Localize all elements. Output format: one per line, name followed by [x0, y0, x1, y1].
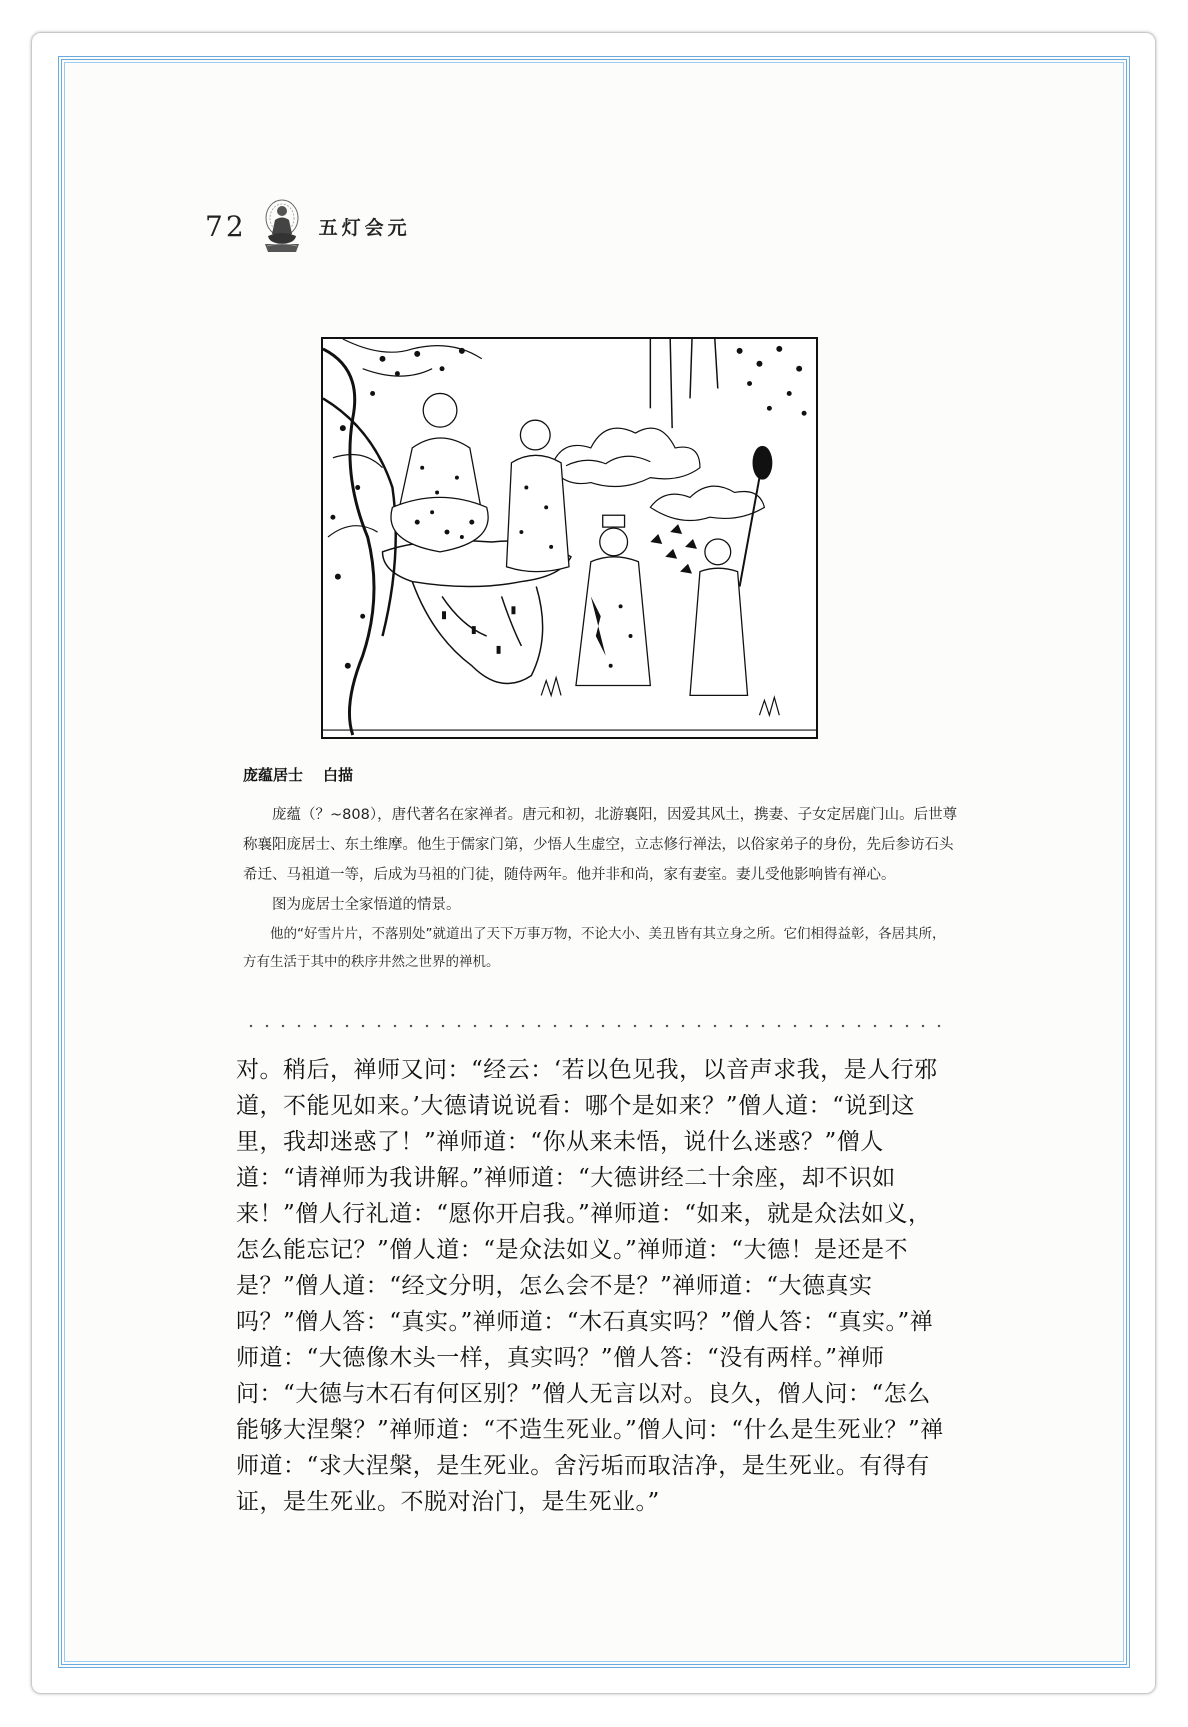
description-paragraph: 庞蕴（？~808），唐代著名在家禅者。唐元和初，北游襄阳，因爱其风土，携妻、子女定居鹿门山。后世尊称襄阳庞居士、东土维摩。他生于儒家门第，少悟人生虚空，立志修行禅法，以俗家弟子的身份，先后参访石头希迁、马祖道一等，后成为马祖的门徒，随侍两年。他并非和尚，家有妻室。妻儿受他影响皆有禅心。	[243, 807, 958, 883]
running-header	[205, 198, 411, 254]
description-paragraph: 图为庞居士全家悟道的情景。	[272, 897, 461, 913]
caption-style: 白描	[323, 766, 354, 784]
dotted-divider	[243, 1024, 953, 1028]
figure-description	[243, 800, 958, 976]
page-number: 72	[205, 209, 247, 243]
description-paragraph: 他的“好雪片片，不落别处”就道出了天下万事万物，不论大小、美丑皆有其立身之所。它们相得益彰，各居其所，方有生活于其中的秩序井然之世界的禅机。	[243, 926, 946, 970]
body-text	[236, 1052, 950, 1520]
caption-subject: 庞蕴居士	[243, 766, 304, 784]
figure-caption	[243, 764, 353, 785]
seated-buddha-icon	[259, 198, 305, 254]
illustration-pang-yun	[321, 337, 818, 739]
body-paragraph: 对。稍后，禅师又问：“经云：‘若以色见我，以音声求我，是人行邪道，不能见如来。’大德请说说看：哪个是如来？”僧人道：“说到这里，我却迷惑了！”禅师道：“你从来未悟，说什么迷惑？”僧人道：“请禅师为我讲解。”禅师道：“大德讲经二十余座，却不识如来！”僧人行礼道：“愿你开启我。”禅师道：“如来，就是众法如义，怎么能忘记？”僧人道：“是众法如义。”禅师道：“大德！是还是不是？”僧人道：“经文分明，怎么会不是？”禅师道：“大德真实吗？”僧人答：“真实。”禅师道：“木石真实吗？”僧人答：“真实。”禅师道：“大德像木头一样，真实吗？”僧人答：“没有两样。”禅师问：“大德与木石有何区别？”僧人无言以对。良久，僧人问：“怎么能够大涅槃？”禅师道：“不造生死业。”僧人问：“什么是生死业？”禅师道：“求大涅槃，是生死业。舍污垢而取洁净，是生死业。有得有证，是生死业。不脱对治门，是生死业。”	[236, 1057, 944, 1515]
book-title: 五灯会元	[318, 216, 411, 239]
